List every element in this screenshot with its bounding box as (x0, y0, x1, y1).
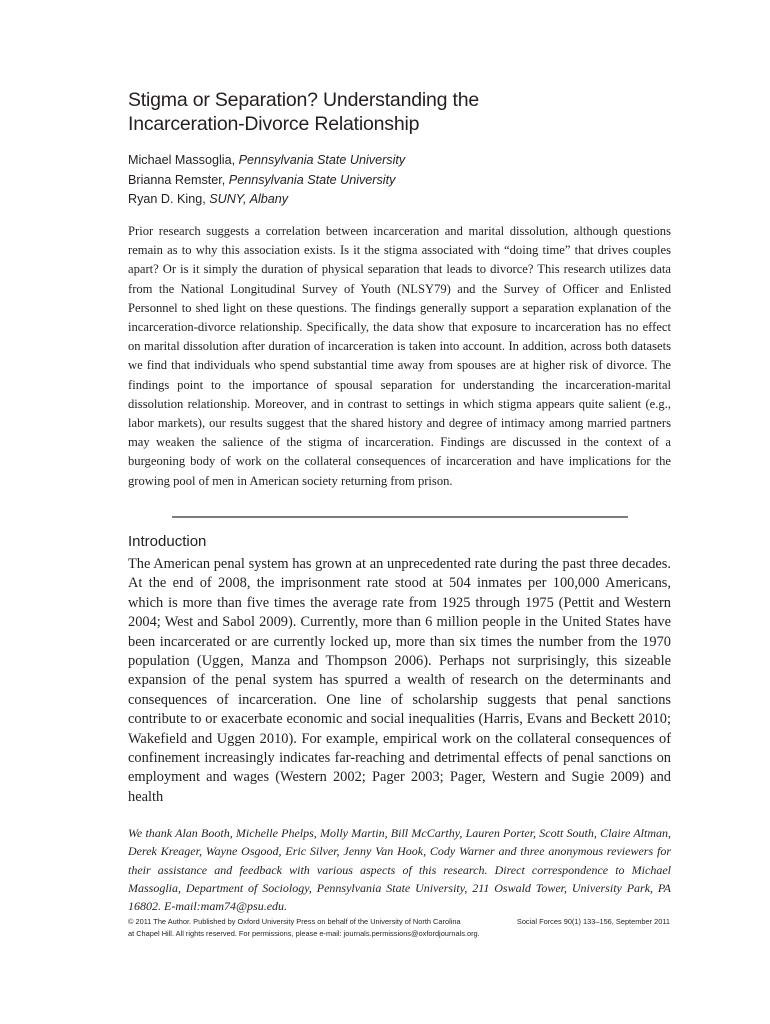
journal-citation: Social Forces 90(1) 133–156, September 2011 (516, 917, 670, 926)
introduction-heading: Introduction (128, 533, 207, 550)
article-title-line-1: Stigma or Separation? Understanding the (128, 89, 480, 111)
copyright-line-1: © 2011 The Author. Published by Oxford University Press on behalf of the University of North Carolina (128, 917, 461, 926)
author-name: Ryan D. King, (128, 192, 206, 206)
section-divider (172, 516, 628, 518)
author-entry (128, 151, 648, 171)
author-name: Brianna Remster, (128, 172, 226, 187)
copyright-line-2: at Chapel Hill. All rights reserved. For permissions, please e-mail: journals.permissions@oxfordjournals.org. (128, 929, 480, 938)
author-entry (128, 190, 648, 210)
copyright-notice (128, 916, 518, 940)
author-affiliation: Pennsylvania State University (228, 172, 396, 187)
author-name: Michael Massoglia, (128, 153, 236, 167)
author-affiliation: SUNY, Albany (209, 192, 289, 206)
author-entry (128, 171, 648, 191)
author-list (128, 151, 648, 210)
introduction-paragraph: The American penal system has grown at an unprecedented rate during the past three decades. At the end of 2008, the imprisonment rate stood at 504 inmates per 100,000 Americans, which is more than five times the average rate from 1925 through 1975 (Pettit and Western 2004; West and Sabol 2009). Currently, more than 6 million people in the United States have been incarcerated or are currently locked up, more than six times the number from the 1970 population (Uggen, Manza and Thompson 2006). Perhaps not surprisingly, this sizeable expansion of the penal system has spurred a wealth of research on the determinants and consequences of incarceration. One line of scholarship suggests that penal sanctions contribute to or exacerbate economic and social inequalities (Harris, Evans and Beckett 2010; Wakefield and Uggen 2010). For example, empirical work on the collateral consequences of confinement increasingly indicates far-reaching and detrimental effects of penal sanctions on employment and wages (Western 2002; Pager 2003; Pager, Western and Sugie 2009) and health (128, 556, 671, 805)
article-title-line-2: Incarceration-Divorce Relationship (128, 113, 420, 135)
abstract-paragraph: Prior research suggests a correlation between incarceration and marital dissolution, although questions remain as to why this association exists. Is it the stigma associated with “doing time” that drives couples apart? Or is it simply the duration of physical separation that leads to divorce? This research utilizes data from the National Longitudinal Survey of Youth (NLSY79) and the Survey of Officer and Enlisted Personnel to shed light on these questions. The findings generally support a separation explanation of the incarceration-divorce relationship. Specifically, the data show that exposure to incarceration has no effect on marital dissolution after duration of incarceration is taken into account. In addition, across both datasets we find that individuals who spend substantial time away from spouses are at higher risk of divorce. The findings point to the importance of spousal separation for understanding the incarceration-marital dissolution relationship. Moreover, and in contrast to settings in which stigma appears quite salient (e.g., labor markets), our results suggest that the shared history and degree of intimacy among married partners may weaken the salience of the stigma of incarceration. Findings are discussed in the context of a burgeoning body of work on the collateral consequences of incarceration and have implications for the growing pool of men in American society returning from prison. (128, 224, 671, 488)
acknowledgment-footnote: We thank Alan Booth, Michelle Phelps, Molly Martin, Bill McCarthy, Lauren Porter, Scott South, Claire Altman, Derek Kreager, Wayne Osgood, Eric Silver, Jenny Van Hook, Cody Warner and three anonymous reviewers for their assistance and feedback with various aspects of this research. Direct correspondence to Michael Massoglia, Department of Sociology, Pennsylvania State University, 211 Oswald Tower, University Park, PA 16802. E-mail:mam74@psu.edu. (128, 826, 671, 914)
article-title (128, 88, 648, 136)
author-affiliation: Pennsylvania State University (238, 153, 406, 167)
